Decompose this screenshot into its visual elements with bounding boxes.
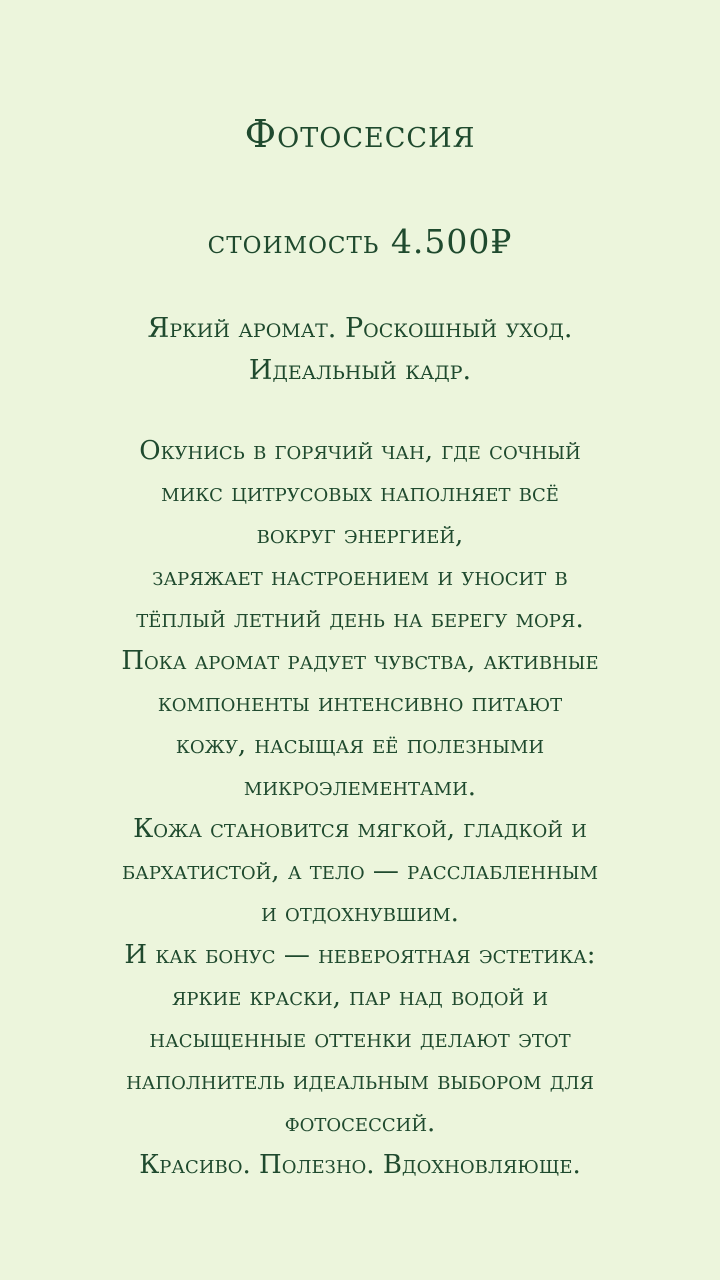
description-line: заряжает настроением и уносит в [152,562,568,592]
tagline-line: Яркий аромат. Роскошный уход. [147,313,573,344]
description-line: яркие краски, пар над водой и [171,982,549,1012]
price-label: стоимость 4.500₽ [207,222,513,261]
description-line: Окунись в горячий чан, где сочный [139,436,581,466]
page-title: Фотосессия [244,112,476,156]
description-line: Пока аромат радует чувства, активные [121,646,599,676]
tagline [0,308,720,392]
description-line: кожу, насыщая её полезными [175,730,545,760]
description-line: Красиво. Полезно. Вдохновляюще. [139,1150,581,1180]
description-line: насыщенные оттенки делают этот [149,1024,571,1054]
description-line: фотосессий. [284,1108,436,1138]
tagline-line: Идеальный кадр. [248,355,472,386]
description-line: бархатистой, а тело — расслабленным [121,856,599,886]
description-line: и отдохнувшим. [261,898,459,928]
description-line: микс цитрусовых наполняет всё [161,478,559,508]
description-line: компоненты интенсивно питают [157,688,563,718]
description [0,430,720,1186]
description-line: И как бонус — невероятная эстетика: [124,940,596,970]
description-line: вокруг энергией, [256,520,464,550]
description-line: тёплый летний день на берегу моря. [136,604,584,634]
description-line: микроэлементами. [243,772,477,802]
description-line: Кожа становится мягкой, гладкой и [133,814,587,844]
description-line: наполнитель идеальным выбором для [126,1066,594,1096]
